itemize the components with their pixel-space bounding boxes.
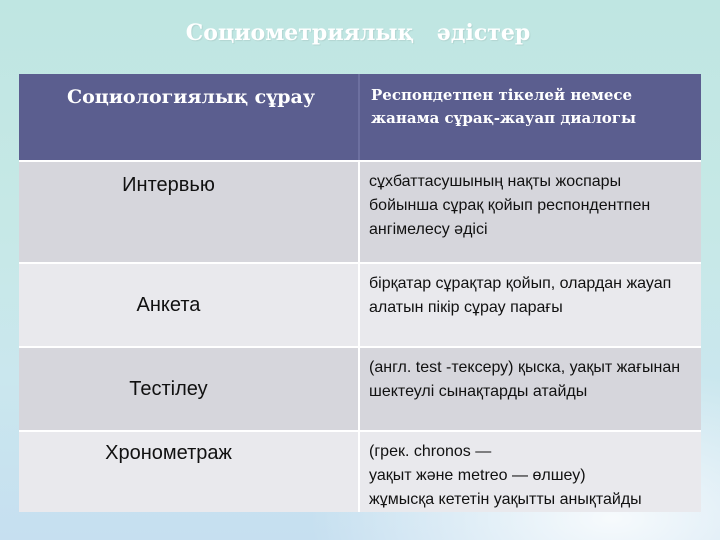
term-label: Тестілеу [129,377,208,400]
term-cell-interview [19,162,360,262]
definition-cell-questionnaire: бірқатар сұрақтар қойып, олардан жауап алатын пікір сұрау парағы [369,275,672,316]
table-row [19,430,701,512]
table-row [19,262,701,346]
header-cell-description: Респондетпен тікелей немесе жанама сұрақ-жауап диалогы [371,86,637,127]
definition-cell-timing: (грек. chronos — уақыт және metreo — өлшеу) жұмысқа кететін уақытты анықтайды [369,443,642,508]
term-cell-timing [19,432,360,512]
term-label: Хронометраж [105,442,232,464]
slide-title: Социометриялық әдістер [185,20,531,46]
definition-cell-testing: (англ. test -тексеру) қыска, уақыт жағынан шектеулі сынақтарды атайды [369,359,681,400]
header-cell-method: Социологиялық сұрау [19,74,360,160]
table-row [19,160,701,262]
table-header-row [19,74,701,160]
definitions-table [19,74,701,512]
term-cell-testing [19,348,360,430]
table-row [19,346,701,430]
term-label: Анкета [136,293,201,316]
term-cell-questionnaire [19,264,360,346]
definition-cell-interview: сұхбаттасушының нақты жоспары бойынша сұрақ қойып респондентпен ангімелесу әдісі [369,173,651,238]
term-label: Интервью [122,174,215,196]
